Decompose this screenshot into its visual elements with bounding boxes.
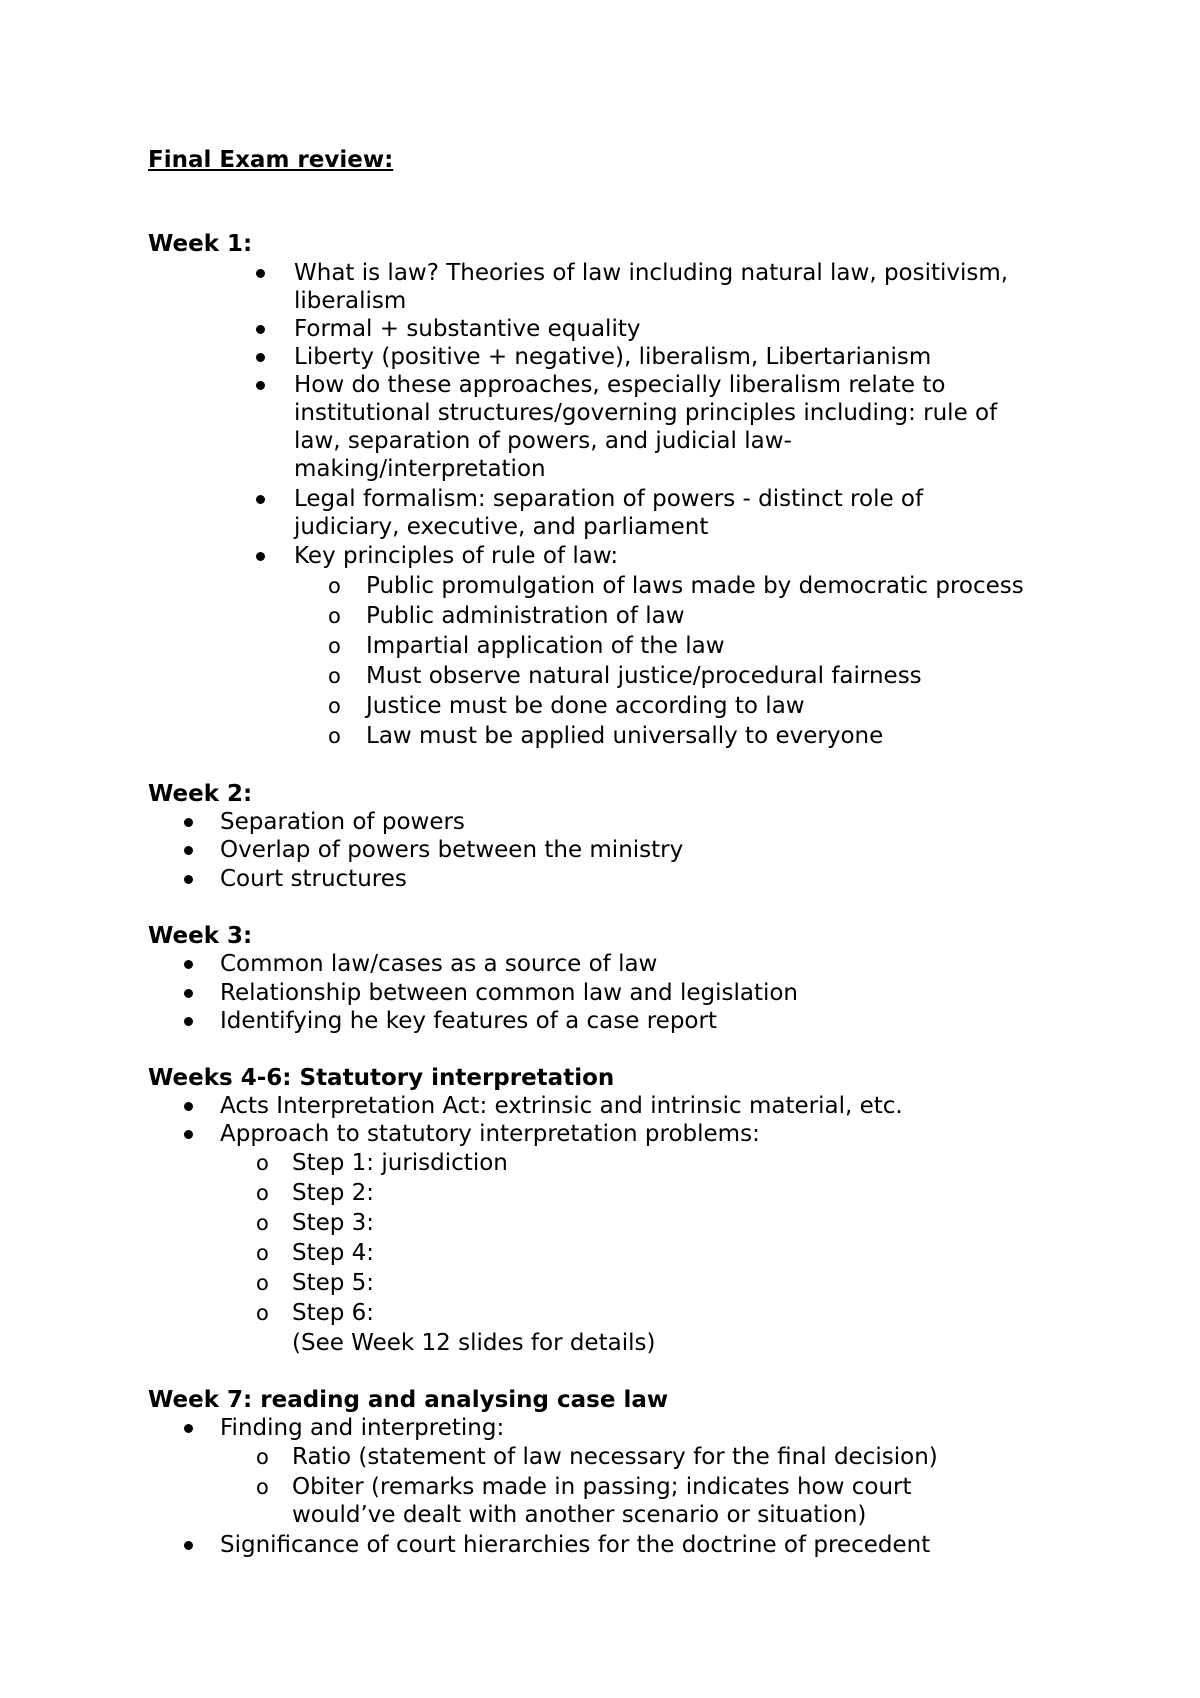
list-subitem: Public promulgation of laws made by democratic process [366, 573, 1024, 599]
list-subitem: Ratio (statement of law necessary for the final decision) [292, 1444, 938, 1470]
step-note: (See Week 12 slides for details) [292, 1330, 656, 1356]
circle-bullet-icon: o [256, 1151, 269, 1175]
list-item: How do these approaches, especially liberalism relate to [294, 372, 946, 398]
bullet-icon [184, 1092, 193, 1111]
circle-bullet-icon: o [328, 724, 341, 748]
bullet-icon [256, 343, 265, 362]
bullet-icon [184, 950, 193, 969]
circle-bullet-icon: o [256, 1211, 269, 1235]
list-subitem: Step 3: [292, 1210, 375, 1236]
list-subitem: Step 6: [292, 1300, 375, 1326]
week4-6-heading: Weeks 4-6: Statutory interpretation [148, 1065, 615, 1091]
list-subitem: Step 2: [292, 1180, 375, 1206]
circle-bullet-icon: o [256, 1271, 269, 1295]
bullet-icon [184, 1414, 193, 1433]
list-item: liberalism [294, 288, 407, 314]
bullet-icon [256, 542, 265, 561]
list-item: Identifying he key features of a case report [220, 1008, 717, 1034]
bullet-icon [256, 485, 265, 504]
circle-bullet-icon: o [328, 604, 341, 628]
list-item: Court structures [220, 866, 407, 892]
list-subitem: Justice must be done according to law [366, 693, 805, 719]
list-item: Significance of court hierarchies for the doctrine of precedent [220, 1532, 931, 1558]
list-item: Legal formalism: separation of powers - distinct role of [294, 486, 924, 512]
list-subitem: Step 1: jurisdiction [292, 1150, 508, 1176]
bullet-icon [184, 808, 193, 827]
list-subitem: Step 5: [292, 1270, 375, 1296]
week3-heading: Week 3: [148, 923, 253, 949]
circle-bullet-icon: o [256, 1445, 269, 1469]
bullet-icon [184, 1531, 193, 1550]
list-item: Separation of powers [220, 809, 465, 835]
circle-bullet-icon: o [328, 694, 341, 718]
week2-heading: Week 2: [148, 781, 253, 807]
bullet-icon [184, 836, 193, 855]
circle-bullet-icon: o [256, 1475, 269, 1499]
list-item: institutional structures/governing principles including: rule of [294, 400, 998, 426]
list-item: Approach to statutory interpretation problems: [220, 1121, 760, 1147]
list-item: Acts Interpretation Act: extrinsic and intrinsic material, etc. [220, 1093, 903, 1119]
list-subitem: Must observe natural justice/procedural fairness [366, 663, 922, 689]
list-subitem: Step 4: [292, 1240, 375, 1266]
list-subitem: Law must be applied universally to everyone [366, 723, 884, 749]
list-item: Common law/cases as a source of law [220, 951, 658, 977]
list-subitem: Obiter (remarks made in passing; indicates how court [292, 1474, 912, 1500]
list-item: making/interpretation [294, 456, 546, 482]
bullet-icon [256, 371, 265, 390]
circle-bullet-icon: o [256, 1181, 269, 1205]
circle-bullet-icon: o [256, 1301, 269, 1325]
bullet-icon [184, 979, 193, 998]
list-item: Formal + substantive equality [294, 316, 641, 342]
bullet-icon [184, 1007, 193, 1026]
list-item: Relationship between common law and legislation [220, 980, 798, 1006]
list-item: Liberty (positive + negative), liberalism, Libertarianism [294, 344, 932, 370]
list-item: law, separation of powers, and judicial law- [294, 428, 792, 454]
week7-heading: Week 7: reading and analysing case law [148, 1387, 669, 1413]
list-item: judiciary, executive, and parliament [294, 514, 709, 540]
list-item: What is law? Theories of law including natural law, positivism, [294, 260, 1009, 286]
circle-bullet-icon: o [256, 1241, 269, 1265]
bullet-icon [184, 865, 193, 884]
circle-bullet-icon: o [328, 634, 341, 658]
circle-bullet-icon: o [328, 664, 341, 688]
bullet-icon [184, 1120, 193, 1139]
page-title: Final Exam review: [148, 147, 394, 173]
list-subitem: Public administration of law [366, 603, 685, 629]
bullet-icon [256, 259, 265, 278]
list-subitem: Impartial application of the law [366, 633, 725, 659]
list-subitem: would’ve dealt with another scenario or situation) [292, 1502, 867, 1528]
bullet-icon [256, 315, 265, 334]
list-item: Overlap of powers between the ministry [220, 837, 684, 863]
circle-bullet-icon: o [328, 574, 341, 598]
list-item: Finding and interpreting: [220, 1415, 505, 1441]
list-item: Key principles of rule of law: [294, 543, 619, 569]
week1-heading: Week 1: [148, 231, 253, 257]
